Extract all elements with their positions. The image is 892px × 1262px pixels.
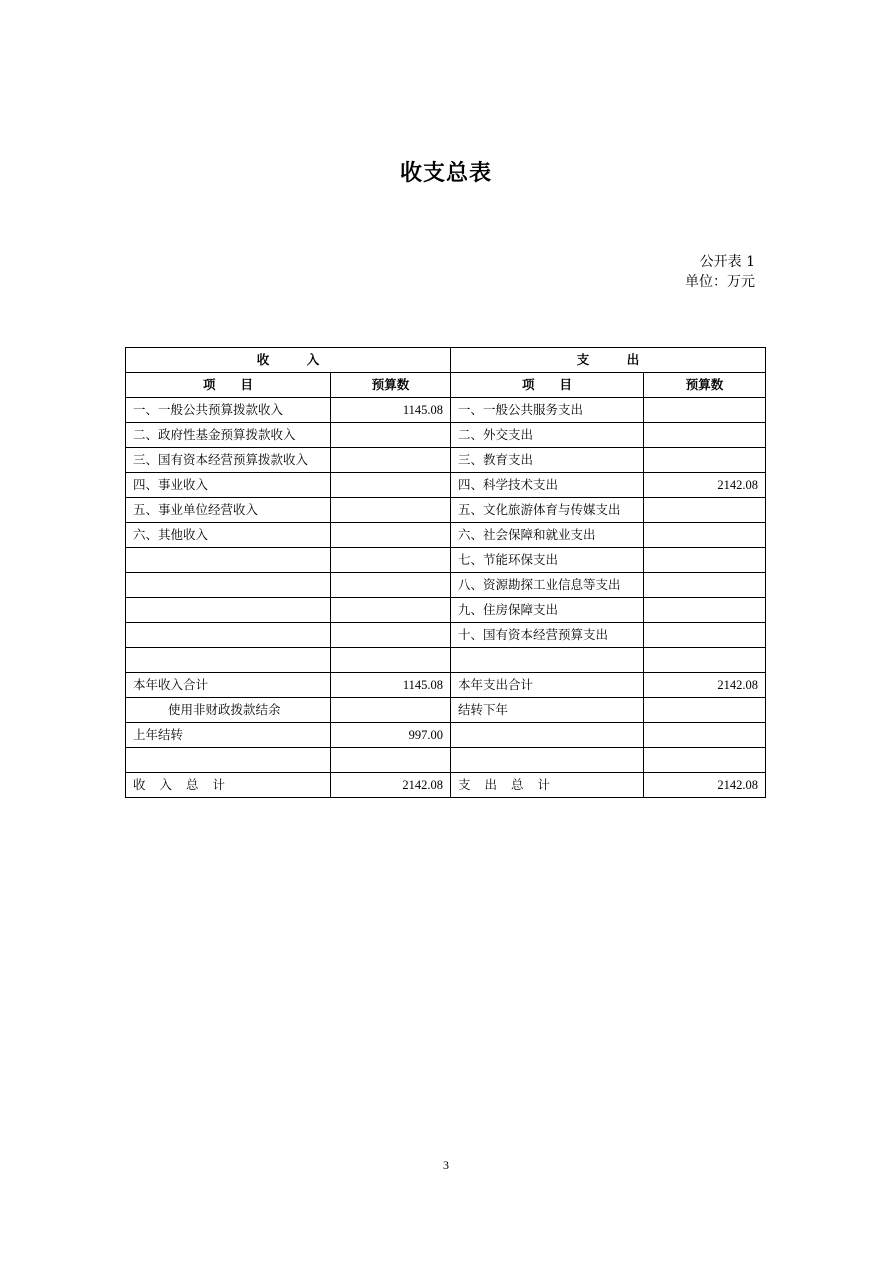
table-row	[126, 398, 766, 423]
column-header-row	[126, 373, 766, 398]
expense-amount	[644, 648, 766, 673]
table-meta	[685, 252, 755, 292]
income-item: 本年收入合计	[126, 673, 331, 698]
unit-label: 单位：万元	[685, 274, 755, 290]
expense-amount	[644, 498, 766, 523]
expense-item: 一、一般公共服务支出	[451, 398, 644, 423]
income-amount	[331, 423, 451, 448]
expense-item: 结转下年	[451, 698, 644, 723]
expense-amount-header: 预算数	[644, 373, 766, 398]
table-row	[126, 423, 766, 448]
table-row	[126, 548, 766, 573]
income-amount: 1145.08	[331, 673, 451, 698]
grand-total-row	[126, 773, 766, 798]
expense-item	[451, 648, 644, 673]
income-item: 二、政府性基金预算拨款收入	[126, 423, 331, 448]
expense-amount	[644, 573, 766, 598]
table-row	[126, 598, 766, 623]
expense-item-header: 项 目	[451, 373, 644, 398]
income-amount	[331, 623, 451, 648]
expense-amount	[644, 423, 766, 448]
group-header-row	[126, 348, 766, 373]
table-row	[126, 573, 766, 598]
expense-amount	[644, 598, 766, 623]
income-item: 使用非财政拨款结余	[126, 698, 331, 723]
income-item: 五、事业单位经营收入	[126, 498, 331, 523]
income-item	[126, 648, 331, 673]
income-amount	[331, 598, 451, 623]
page-title: 收支总表	[399, 161, 492, 186]
income-amount: 1145.08	[331, 398, 451, 423]
table-row	[126, 748, 766, 773]
income-item	[126, 623, 331, 648]
income-item: 一、一般公共预算拨款收入	[126, 398, 331, 423]
income-item	[126, 748, 331, 773]
income-item	[126, 573, 331, 598]
table-row	[126, 448, 766, 473]
income-item	[126, 548, 331, 573]
income-amount	[331, 548, 451, 573]
income-group-header: 收 入	[126, 348, 451, 373]
expense-amount: 2142.08	[644, 673, 766, 698]
income-amount	[331, 748, 451, 773]
income-amount	[331, 523, 451, 548]
expense-amount	[644, 698, 766, 723]
income-grand-total: 2142.08	[331, 773, 451, 798]
expense-item: 四、科学技术支出	[451, 473, 644, 498]
income-item	[126, 598, 331, 623]
income-amount-header: 预算数	[331, 373, 451, 398]
expense-grand-total: 2142.08	[644, 773, 766, 798]
expense-item: 九、住房保障支出	[451, 598, 644, 623]
expense-item: 十、国有资本经营预算支出	[451, 623, 644, 648]
expense-amount	[644, 448, 766, 473]
expense-amount: 2142.08	[644, 473, 766, 498]
revenue-expenditure-table	[125, 347, 766, 798]
table-row	[126, 473, 766, 498]
table-row	[126, 698, 766, 723]
expense-amount	[644, 748, 766, 773]
expense-item	[451, 723, 644, 748]
income-amount	[331, 573, 451, 598]
table-row	[126, 523, 766, 548]
income-item: 四、事业收入	[126, 473, 331, 498]
expense-item: 八、资源勘探工业信息等支出	[451, 573, 644, 598]
table-row	[126, 648, 766, 673]
page-number: 3	[443, 1158, 449, 1172]
expense-amount	[644, 723, 766, 748]
income-grand-total-label: 收入总计	[126, 773, 331, 798]
expense-item: 二、外交支出	[451, 423, 644, 448]
income-item: 上年结转	[126, 723, 331, 748]
table-number: 公开表 1	[699, 254, 755, 270]
income-amount	[331, 498, 451, 523]
expense-item: 五、文化旅游体育与传媒支出	[451, 498, 644, 523]
table-row	[126, 723, 766, 748]
expense-grand-total-label: 支出总计	[451, 773, 644, 798]
income-item-header: 项 目	[126, 373, 331, 398]
expense-item: 三、教育支出	[451, 448, 644, 473]
expense-item: 六、社会保障和就业支出	[451, 523, 644, 548]
income-item: 六、其他收入	[126, 523, 331, 548]
table-row	[126, 498, 766, 523]
expense-amount	[644, 623, 766, 648]
expense-item	[451, 748, 644, 773]
income-amount	[331, 448, 451, 473]
income-amount	[331, 698, 451, 723]
annual-total-row	[126, 673, 766, 698]
expense-amount	[644, 398, 766, 423]
income-item: 三、国有资本经营预算拨款收入	[126, 448, 331, 473]
income-amount	[331, 473, 451, 498]
expense-amount	[644, 548, 766, 573]
expense-amount	[644, 523, 766, 548]
income-amount: 997.00	[331, 723, 451, 748]
expense-item: 本年支出合计	[451, 673, 644, 698]
expense-item: 七、节能环保支出	[451, 548, 644, 573]
expense-group-header: 支 出	[451, 348, 766, 373]
table-row	[126, 623, 766, 648]
income-amount	[331, 648, 451, 673]
